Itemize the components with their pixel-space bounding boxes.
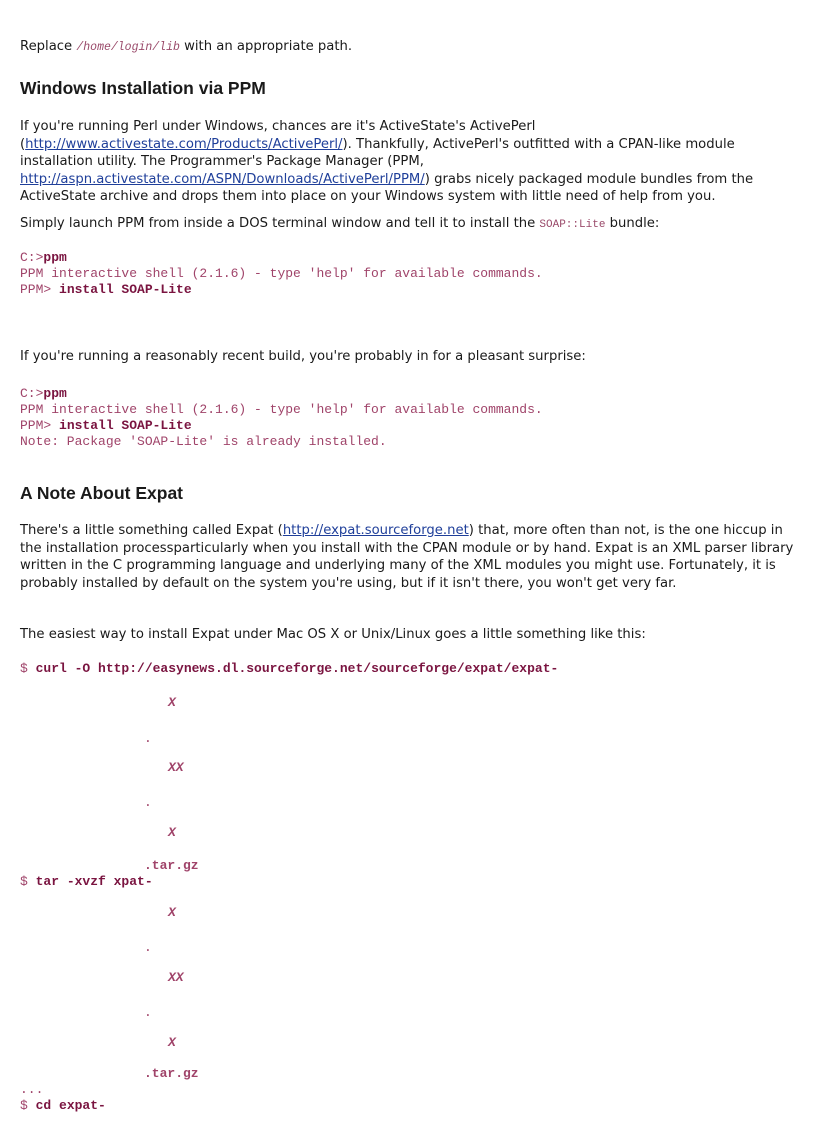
code-dot: .: [144, 731, 152, 746]
code-placeholder-x: X: [168, 1035, 176, 1050]
code-placeholder-xx: XX: [168, 760, 184, 775]
code-ellipsis: ...: [20, 1082, 44, 1097]
windows-paragraph-2: Simply launch PPM from inside a DOS terminal window and tell it to install the SOAP::Lite bundle:: [20, 216, 660, 231]
code-block-ppm-install: C:>ppm PPM interactive shell (2.1.6) - type 'help' for available commands. PPM> install SOAP-Lite: [20, 250, 543, 297]
code-line-curl: $ curl -O http://easynews.dl.sourceforge.net/sourceforge/expat/expat-: [20, 661, 559, 676]
code-placeholder-xx: XX: [168, 970, 184, 985]
section-heading-expat: A Note About Expat: [20, 483, 184, 503]
inline-code-soaplite: SOAP::Lite: [539, 219, 606, 231]
code-dot: .: [144, 940, 152, 955]
code-placeholder-x: X: [168, 905, 176, 920]
windows-paragraph-3: If you're running a reasonably recent build, you're probably in for a pleasant surprise:: [20, 349, 586, 364]
code-targz: .tar.gz: [144, 858, 199, 873]
code-placeholder-x: X: [168, 695, 176, 710]
code-block-ppm-installed: C:>ppm PPM interactive shell (2.1.6) - type 'help' for available commands. PPM> install SOAP-Lite Note: Package 'SOAP-Lite' is already installed.: [20, 386, 543, 449]
expat-link[interactable]: http://expat.sourceforge.net: [282, 523, 469, 538]
section-heading-windows: Windows Installation via PPM: [20, 78, 266, 98]
code-dot: .: [144, 1005, 152, 1020]
inline-code-path: /home/login/lib: [76, 41, 180, 54]
code-line-tar: $ tar -xvzf xpat-: [20, 874, 153, 889]
code-line-cd: $ cd expat-: [20, 1098, 106, 1113]
ppm-link[interactable]: http://aspn.activestate.com/ASPN/Downloads/ActivePerl/PPM/: [20, 171, 425, 187]
expat-paragraph-2: The easiest way to install Expat under Mac OS X or Unix/Linux goes a little something like this:: [20, 627, 646, 642]
code-targz: .tar.gz: [144, 1066, 199, 1081]
replace-note: Replace /home/login/lib with an appropriate path.: [20, 39, 353, 54]
expat-paragraph-1: There's a little something called Expat (http://expat.sourceforge.net) that, more often than not, is the one hiccup in the installation processparticularly when you install with the CPAN module or by hand. Expat is an XML parser library written in the C programming language and underlying many of the XML modules you might use. Fortunately, it is probably installed by default on the system you're using, but if it isn't there, you won't get very far.: [20, 523, 794, 591]
code-placeholder-x: X: [168, 825, 176, 840]
windows-paragraph-1: If you're running Perl under Windows, chances are it's ActiveState's ActivePerl (http://www.activestate.com/Products/ActivePerl/). Thankfully, ActivePerl's outfitted with a CPAN-like module installation utility. The Programmer's Package Manager (PPM, http://aspn.activestate.com/ASPN/Downloads/ActivePerl/PPM/) grabs nicely packaged module bundles from the ActiveState archive and drops them into place on your Windows system with little need of help from you.: [20, 119, 754, 205]
code-dot: .: [144, 795, 152, 810]
activeperl-link[interactable]: http://www.activestate.com/Products/ActivePerl/: [25, 136, 343, 152]
